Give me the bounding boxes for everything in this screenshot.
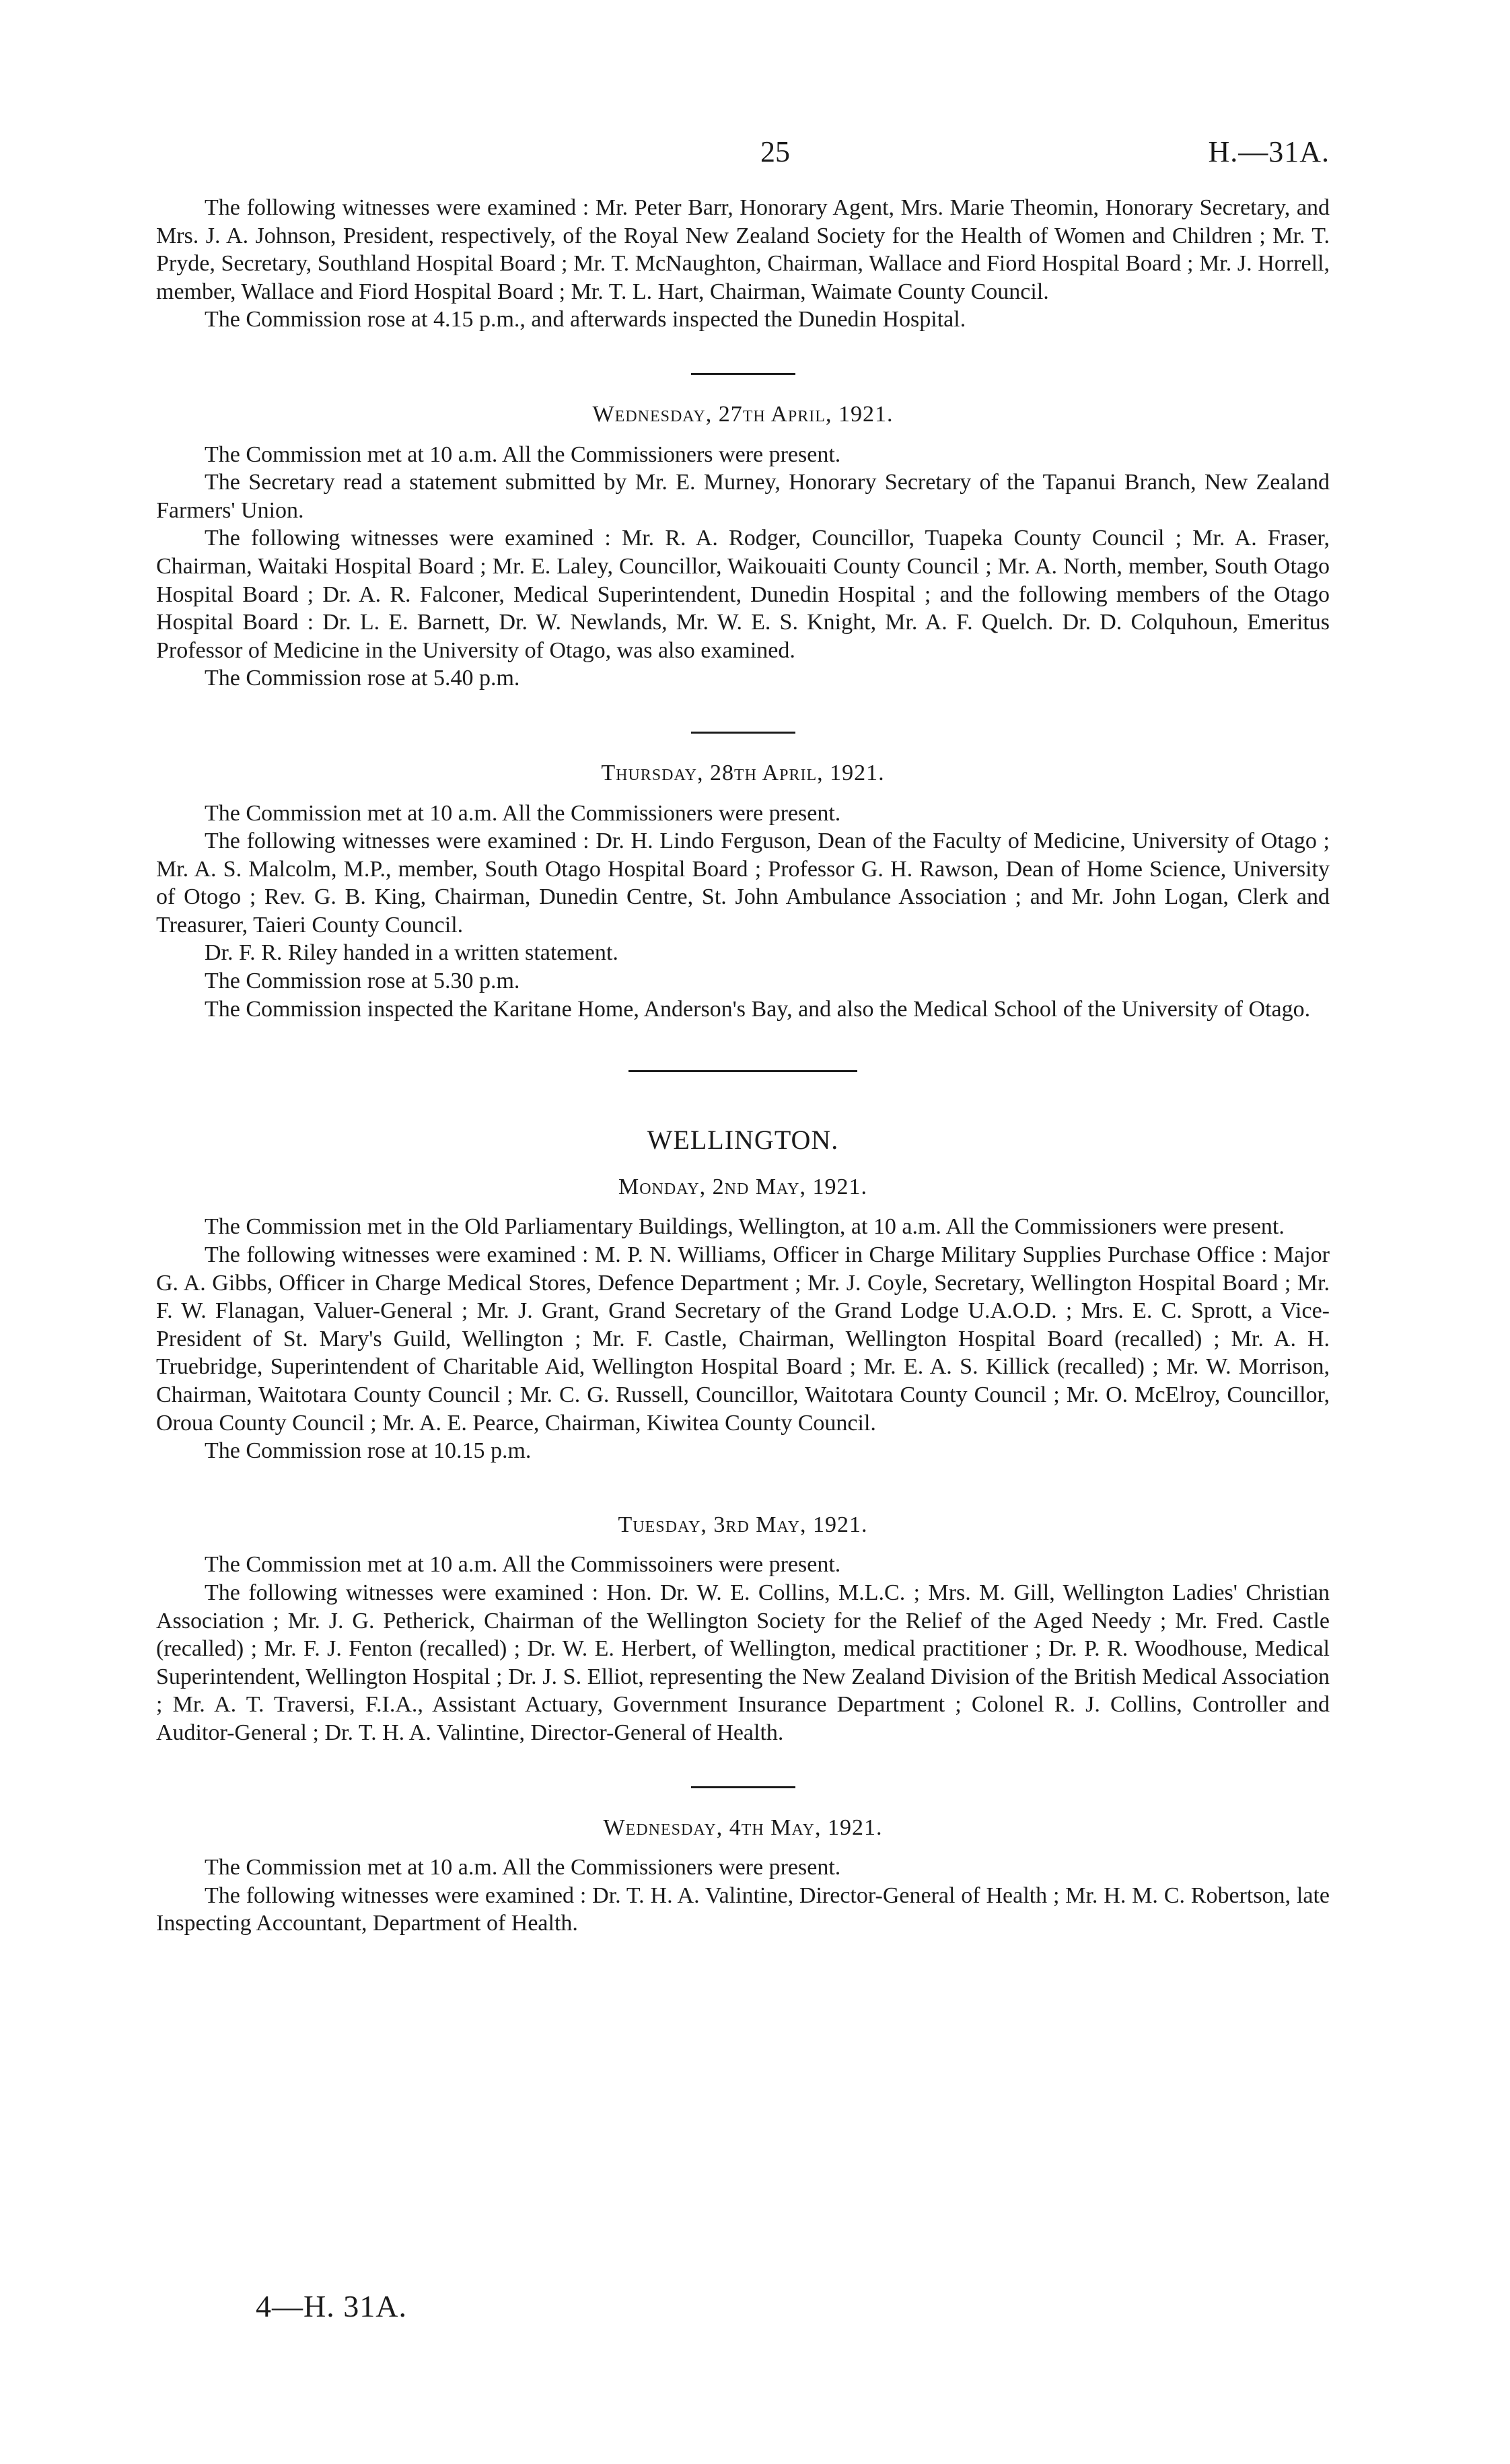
document-reference: H.—31A. — [1208, 135, 1330, 168]
signature-mark: 4—H. 31A. — [256, 2289, 407, 2323]
paragraph: The Commission rose at 4.15 p.m., and afterwards inspected the Dunedin Hospital. — [205, 307, 966, 332]
paragraph: The Commission rose at 5.30 p.m. — [205, 969, 520, 994]
paragraph: The Commission met in the Old Parliamentary Buildings, Wellington, at 10 a.m. All the Commissioners were present. — [205, 1214, 1285, 1240]
section-divider — [691, 732, 795, 734]
paragraph: The Commission met at 10 a.m. All the Commissioners were present. — [205, 800, 841, 826]
paragraph: The following witnesses were examined : Dr. T. H. A. Valintine, Director-General of Health ; Mr. H. M. C. Robertson, late Inspecting Accountant, Department of Health. — [156, 1882, 1330, 1936]
section-continuation — [156, 194, 1330, 334]
paragraph: The following witnesses were examined : Hon. Dr. W. E. Collins, M.L.C. ; Mrs. M. Gill, Wellington Ladies' Christian Association ; Mr. J. G. Petherick, Chairman of the Wellington Society for the Relief of the Aged Needy ; Mr. Fred. Castle (recalled) ; Mr. F. J. Fenton (recalled) ; Dr. W. E. Herbert, of Wellington, medical practitioner ; Dr. P. R. Woodhouse, Medical Superintendent, Wellington Hospital ; Dr. J. S. Elliot, representing the New Zealand Division of the British Medical Association ; Mr. A. T. Traversi, F.I.A., Assistant Actuary, Government Insurance Department ; Colonel R. J. Collins, Controller and Auditor-General ; Dr. T. H. A. Valintine, Director-General of Health. — [156, 1580, 1330, 1745]
day-heading: Monday, 2nd May, 1921. — [618, 1174, 868, 1199]
day-heading: Tuesday, 3rd May, 1921. — [618, 1512, 868, 1537]
paragraph: The following witnesses were examined : M. P. N. Williams, Officer in Charge Military Supplies Purchase Office : Major G. A. Gibbs, Officer in Charge Medical Stores, Defence Department ; Mr. J. Coyle, Secretary, Wellington Hospital Board ; Mr. F. W. Flanagan, Valuer-General ; Mr. J. Grant, Grand Secretary of the Grand Lodge U.A.O.D. ; Mrs. E. C. Sprott, a Vice-President of St. Mary's Guild, Wellington ; Mr. F. Castle, Chairman, Wellington Hospital Board (recalled) ; Mr. A. H. Truebridge, Superintendent of Charitable Aid, Wellington Hospital Board ; Mr. E. A. S. Killick (recalled) ; Mr. W. Morrison, Chairman, Waitotara County Council ; Mr. C. G. Russell, Councillor, Waitotara County Council ; Mr. O. McElroy, Councillor, Oroua County Council ; Mr. A. E. Pearce, Chairman, Kiwitea County Council. — [156, 1242, 1330, 1436]
section-wednesday-4-may — [156, 1814, 1330, 1938]
day-heading: Wednesday, 4th May, 1921. — [603, 1815, 883, 1840]
section-divider — [691, 1786, 795, 1788]
paragraph: The Secretary read a statement submitted by Mr. E. Murney, Honorary Secretary of the Tapanui Branch, New Zealand Farmers' Union. — [156, 470, 1330, 523]
section-tuesday-3-may — [156, 1511, 1330, 1747]
page-header — [156, 135, 1330, 182]
day-heading: Thursday, 28th April, 1921. — [601, 760, 885, 785]
spacer — [156, 1465, 1330, 1492]
paragraph: Dr. F. R. Riley handed in a written statement. — [205, 940, 618, 966]
paragraph: The Commission inspected the Karitane Home, Anderson's Bay, and also the Medical School of the University of Otago. — [205, 996, 1311, 1022]
paragraph: The following witnesses were examined : Mr. Peter Barr, Honorary Agent, Mrs. Marie Theomin, Honorary Secretary, and Mrs. J. A. Johnson, President, respectively, of the Royal New Zealand Society for the Health of Women and Children ; Mr. T. Pryde, Secretary, Southland Hospital Board ; Mr. T. McNaughton, Chairman, Wallace and Fiord Hospital Board ; Mr. J. Horrell, member, Wallace and Fiord Hospital Board ; Mr. T. L. Hart, Chairman, Waimate County Council. — [156, 195, 1330, 304]
major-divider — [628, 1070, 857, 1072]
day-heading: Wednesday, 27th April, 1921. — [592, 401, 894, 427]
paragraph: The Commission rose at 5.40 p.m. — [205, 666, 520, 691]
page-number: 25 — [760, 135, 790, 168]
paragraph: The following witnesses were examined : Dr. H. Lindo Ferguson, Dean of the Faculty of Medicine, University of Otago ; Mr. A. S. Malcolm, M.P., member, South Otago Hospital Board ; Professor G. H. Rawson, Dean of Home Science, University of Otogo ; Rev. G. B. King, Chairman, Dunedin Centre, St. John Ambulance Association ; and Mr. John Logan, Clerk and Treasurer, Taieri County Council. — [156, 829, 1330, 938]
paragraph: The Commission met at 10 a.m. All the Commissioners were present. — [205, 442, 841, 467]
paragraph: The Commission met at 10 a.m. All the Commissioners were present. — [205, 1855, 841, 1880]
paragraph: The following witnesses were examined : Mr. R. A. Rodger, Councillor, Tuapeka County Council ; Mr. A. Fraser, Chairman, Waitaki Hospital Board ; Mr. E. Laley, Councillor, Waikouaiti County Council ; Mr. A. North, member, South Otago Hospital Board ; Dr. A. R. Falconer, Medical Superintendent, Dunedin Hospital ; and the following members of the Otago Hospital Board : Dr. L. E. Barnett, Dr. W. Newlands, Mr. W. E. S. Knight, Mr. A. F. Quelch. Dr. D. Colquhoun, Emeritus Professor of Medicine in the University of Otago, was also examined. — [156, 526, 1330, 663]
section-divider — [691, 373, 795, 375]
section-thursday-28-april — [156, 759, 1330, 1023]
city-heading: WELLINGTON. — [647, 1125, 839, 1156]
paragraph: The Commission rose at 10.15 p.m. — [205, 1438, 532, 1464]
section-wellington-monday-2-may — [156, 1126, 1330, 1465]
section-wednesday-27-april — [156, 400, 1330, 693]
paragraph: The Commission met at 10 a.m. All the Commissoiners were present. — [205, 1552, 841, 1578]
document-body — [156, 194, 1330, 1938]
